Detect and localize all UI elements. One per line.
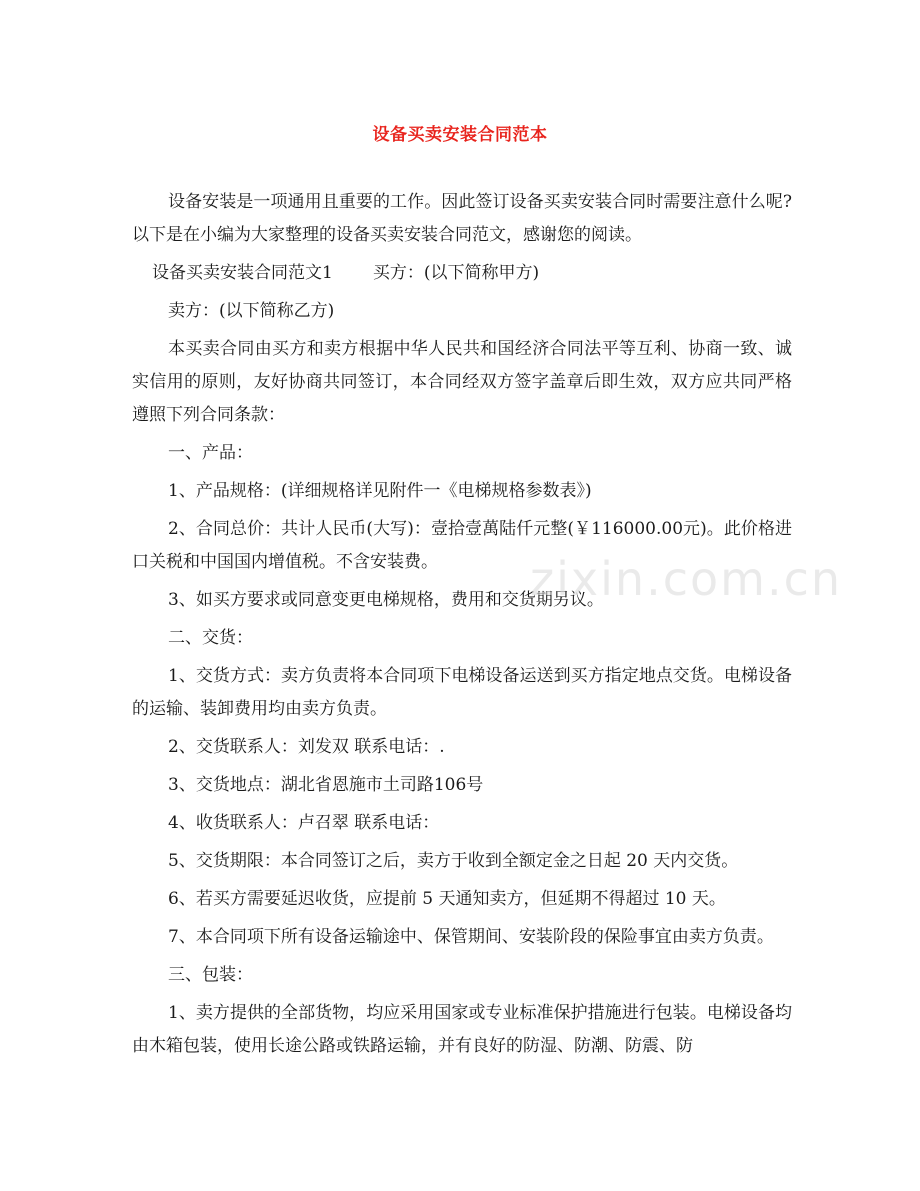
seller-line: 卖方：(以下简称乙方) [168,301,335,321]
section-heading-packaging: 三、包装： [168,965,253,985]
clause-total-price: 2、合同总价：共计人民币(大写)：壹拾壹萬陆仟元整(￥116000.00元)。此价格进口关税和中国国内增值税。不含安装费。 [132,519,792,572]
clause-delivery-place: 3、交货地点：湖北省恩施市土司路106号 [168,775,484,795]
sample-title-line [152,257,792,290]
clause-delivery-deadline: 5、交货期限：本合同签订之后，卖方于收到全额定金之日起 20 天内交货。 [168,851,739,871]
clause-spec-change: 3、如买方要求或同意变更电梯规格，费用和交货期另议。 [168,590,604,610]
watermark: zixin.com.cn [530,552,843,606]
clause-receiving-contact: 4、收货联系人：卢召翠 联系电话： [168,813,440,833]
clause-delay-notice: 6、若买方需要延迟收货，应提前 5 天通知卖方，但延期不得超过 10 天。 [168,889,726,909]
document-body [132,186,792,1068]
clause-delivery-contact: 2、交货联系人：刘发双 联系电话：. [168,737,445,757]
section-heading-products: 一、产品： [168,443,253,463]
sample-title: 设备买卖安装合同范文1 [152,263,333,283]
document-title: 设备买卖安装合同范本 [372,125,548,145]
buyer-line: 买方：(以下简称甲方) [372,263,540,283]
intro-paragraph: 设备安装是一项通用且重要的工作。因此签订设备买卖安装合同时需要注意什么呢?以下是在小编为大家整理的设备买卖安装合同范文，感谢您的阅读。 [132,192,792,245]
clause-delivery-method: 1、交货方式：卖方负责将本合同项下电梯设备运送到买方指定地点交货。电梯设备的运输、装卸费用均由卖方负责。 [132,666,792,719]
preamble-paragraph: 本买卖合同由买方和卖方根据中华人民共和国经济合同法平等互利、协商一致、诚实信用的原则，友好协商共同签订，本合同经双方签字盖章后即生效，双方应共同严格遵照下列合同条款： [132,339,792,425]
clause-insurance: 7、本合同项下所有设备运输途中、保管期间、安装阶段的保险事宜由卖方负责。 [168,927,774,947]
section-heading-delivery: 二、交货： [168,628,253,648]
clause-product-spec: 1、产品规格：(详细规格详见附件一《电梯规格参数表》) [168,481,592,501]
clause-packaging: 1、卖方提供的全部货物，均应采用国家或专业标准保护措施进行包装。电梯设备均由木箱包装，使用长途公路或铁路运输，并有良好的防湿、防潮、防震、防 [132,1003,792,1056]
